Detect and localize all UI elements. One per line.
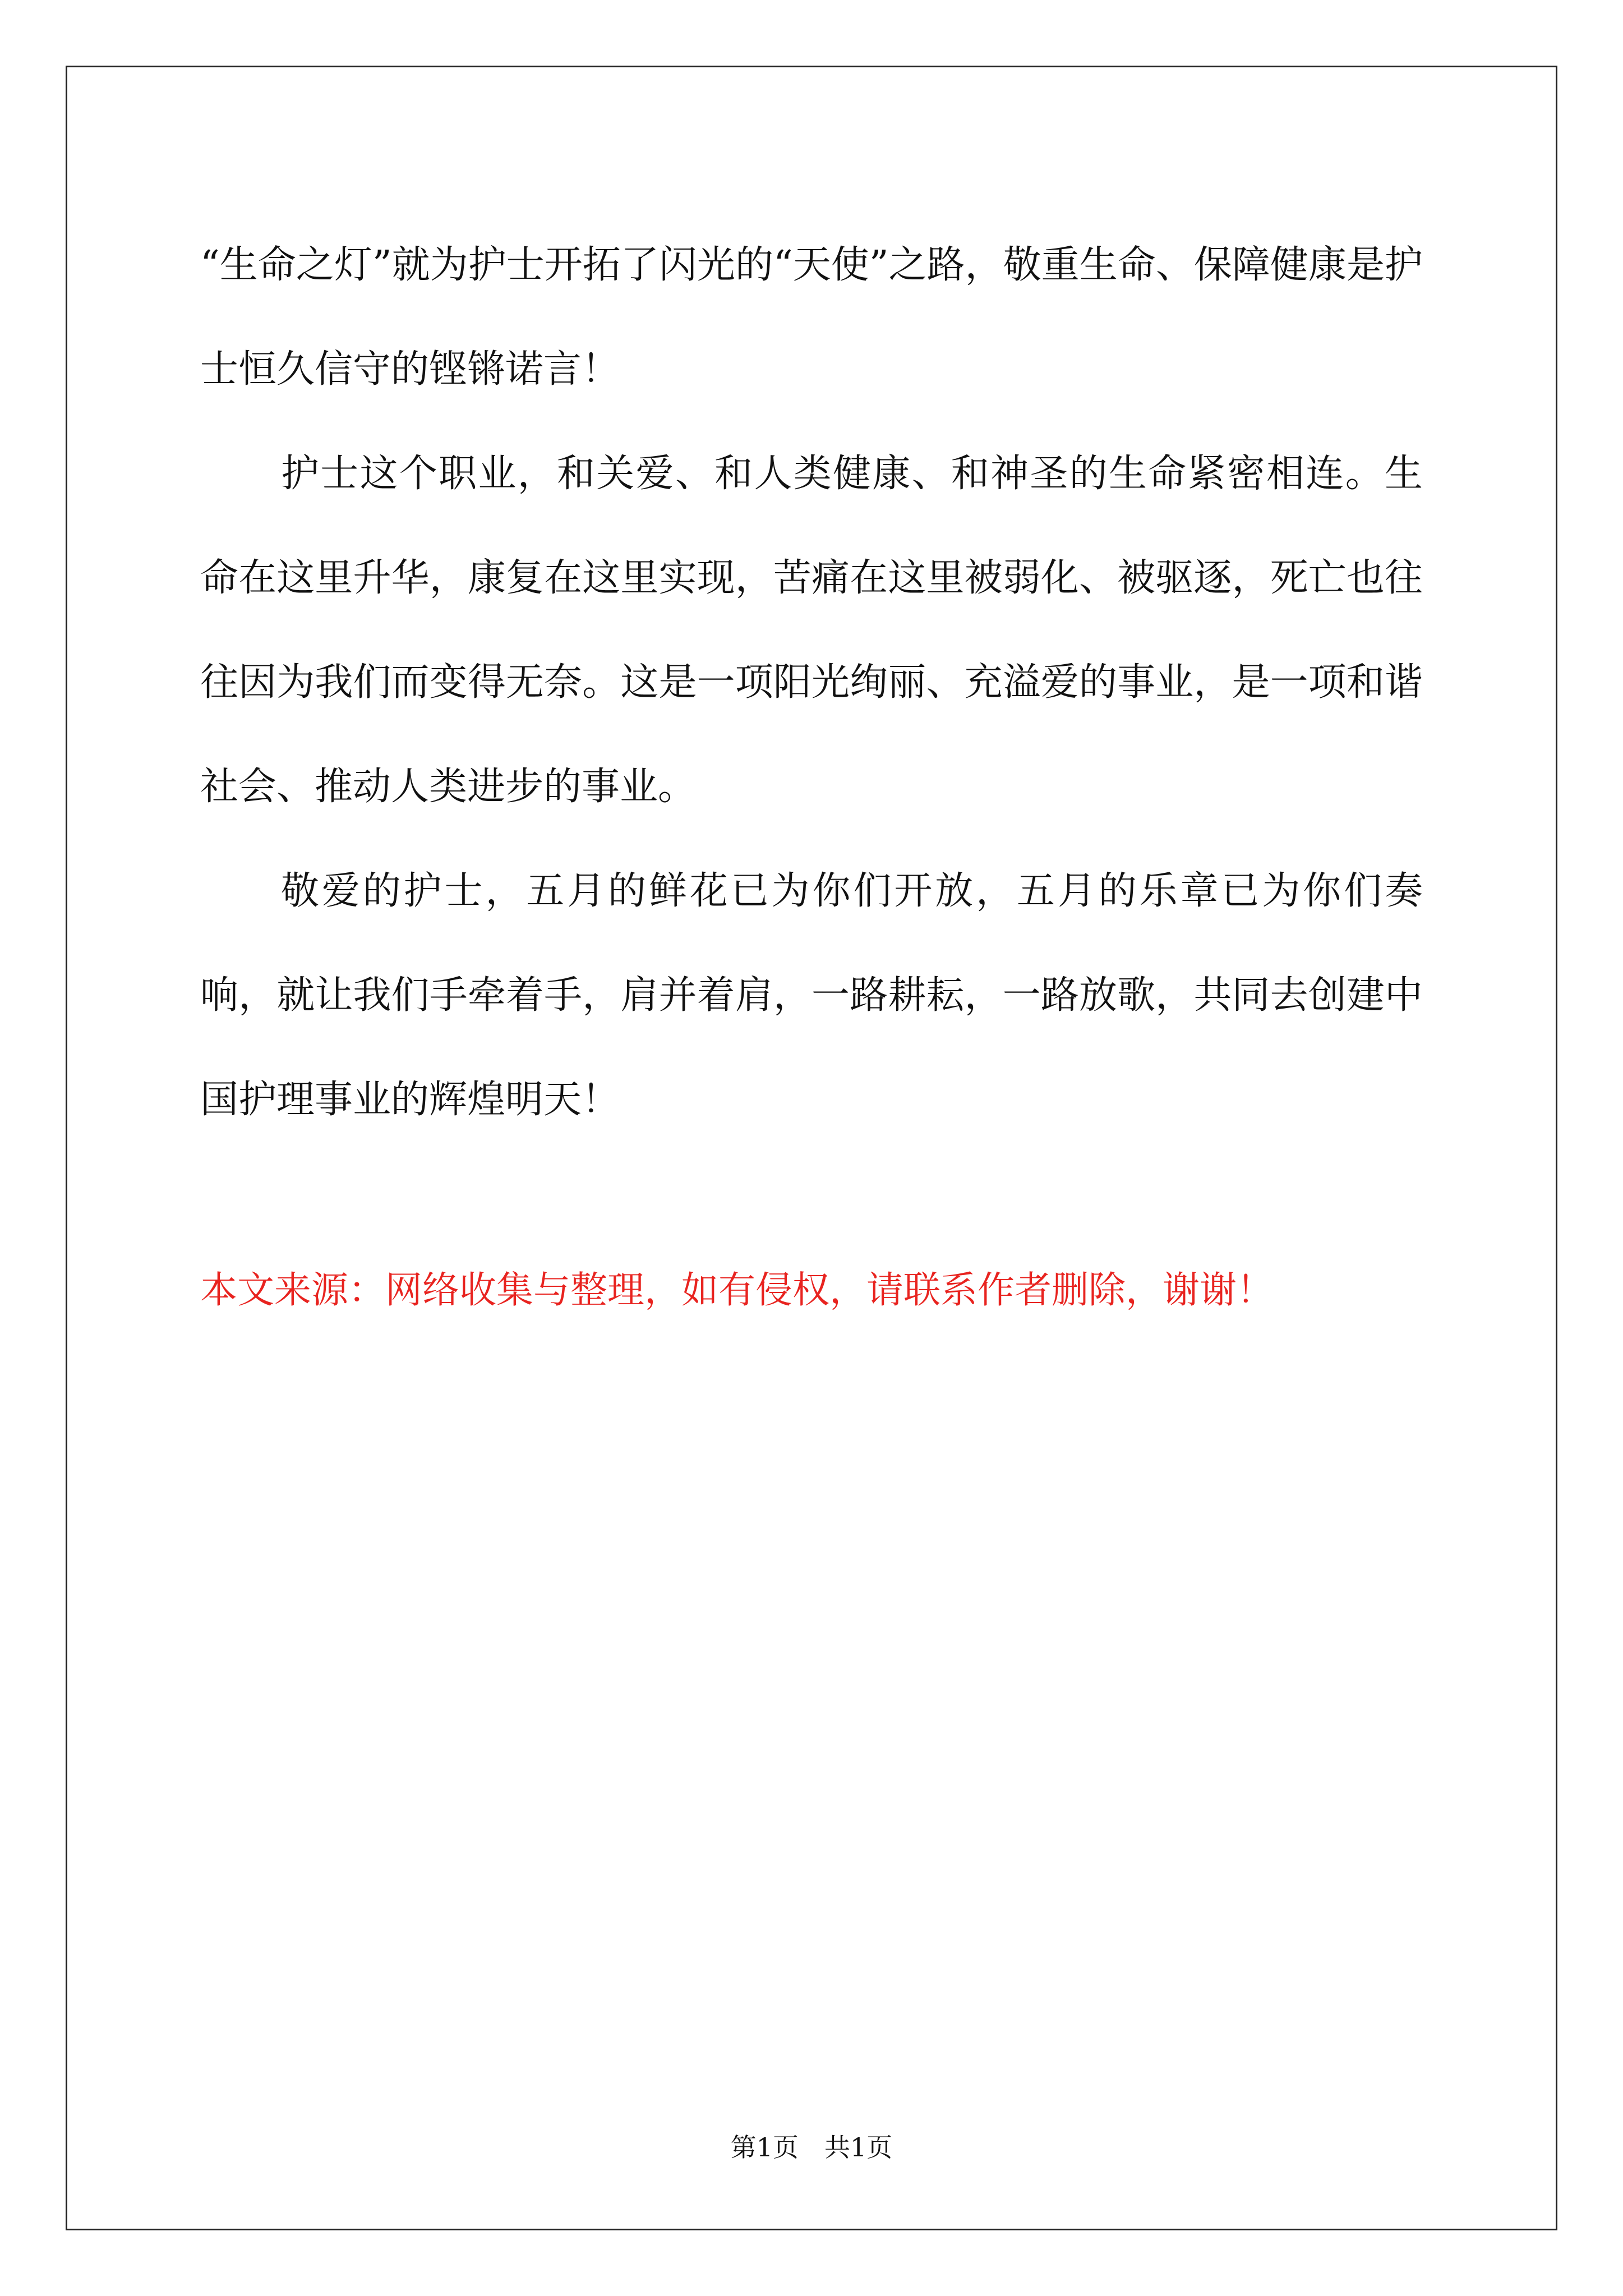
document-body	[200, 213, 1423, 1152]
paragraph-nursing-profession: 护士这个职业，和关爱、和人类健康、和神圣的生命紧密相连。生命在这里升华，康复在这里实现，苦痛在这里被弱化、被驱逐，死亡也往往因为我们而变得无奈。这是一项阳光绚丽、充溢爱的事业，是一项和谐社会、推动人类进步的事业。	[200, 452, 1423, 809]
page-number-footer: 第1页 共1页	[730, 2132, 893, 2162]
source-disclaimer: 本文来源：网络收集与整理，如有侵权，请联系作者删除，谢谢！	[200, 1268, 1274, 1312]
paragraph-dear-nurses: 敬爱的护士，五月的鲜花已为你们开放，五月的乐章已为你们奏响，就让我们手牵着手，肩并着肩，一路耕耘，一路放歌，共同去创建中国护理事业的辉煌明天！	[200, 869, 1423, 1122]
paragraph-continuation: “生命之灯”就为护士开拓了闪光的“天使”之路，敬重生命、保障健康是护士恒久信守的铿锵诺言！	[200, 243, 1423, 392]
